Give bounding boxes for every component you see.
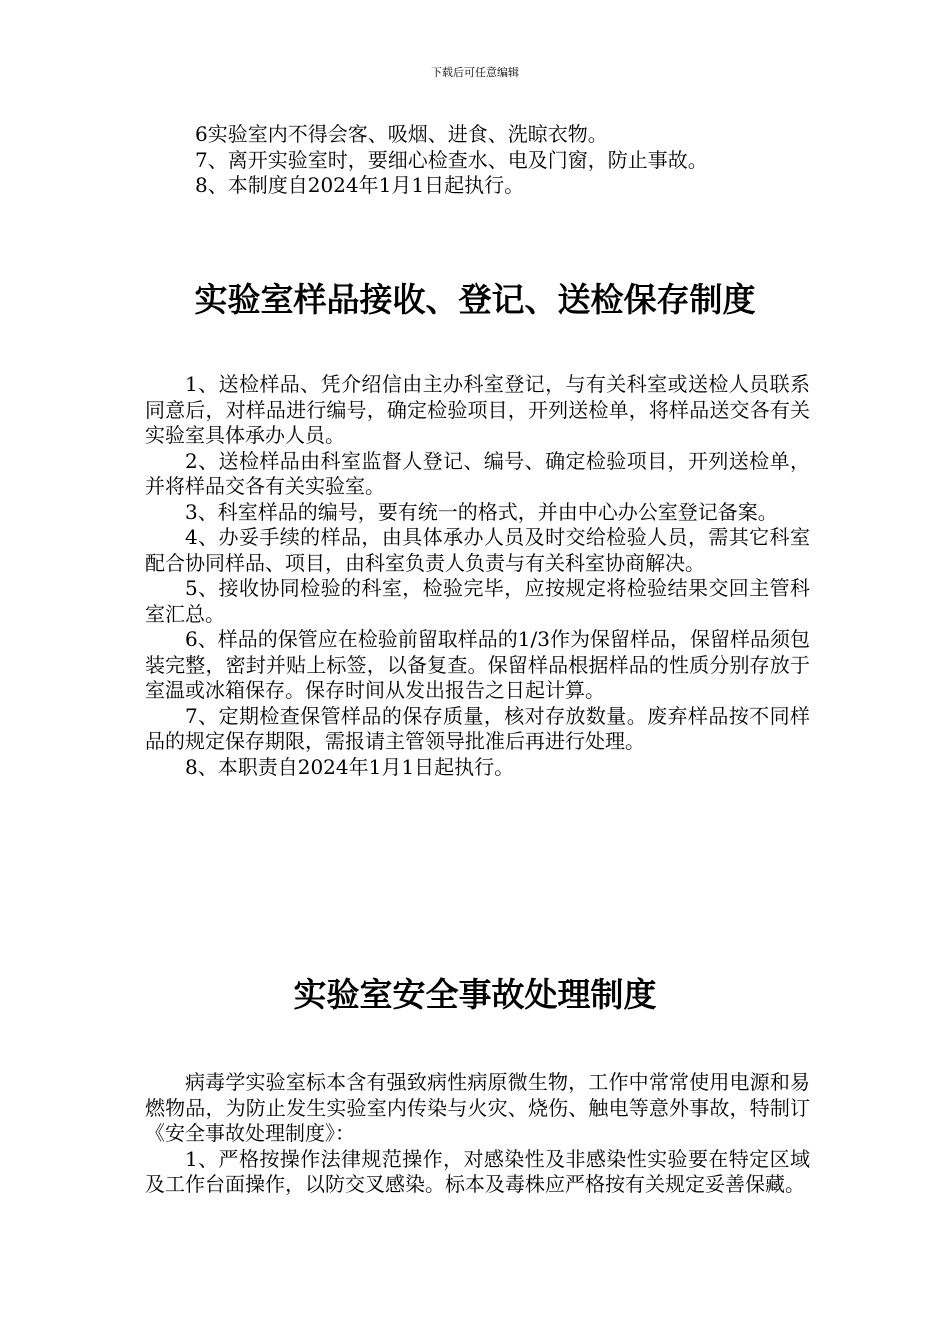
section-title-samples: 实验室样品接收、登记、送检保存制度 [194, 280, 756, 319]
rule-paragraph: 1、严格按操作法律规范操作，对感染性及非感染性实验要在特定区域及工作台面操作，以防交叉感染。标本及毒株应严格按有关规定妥善保藏。 [145, 1146, 810, 1196]
safety-rules [145, 1070, 810, 1198]
section-title-safety: 实验室安全事故处理制度 [293, 975, 657, 1014]
continued-rules [145, 122, 810, 199]
rule-paragraph: 6、样品的保管应在检验前留取样品的1/3作为保留样品，保留样品须包装完整，密封并贴上标签，以备复查。保留样品根据样品的性质分别存放于室温或冰箱保存。保存时间从发出报告之日起计算。 [145, 627, 810, 702]
samples-rules [145, 372, 810, 780]
rule-paragraph: 2、送检样品由科室监督人登记、编号、确定检验项目，开列送检单，并将样品交各有关实验室。 [145, 448, 810, 498]
rule-paragraph: 7、离开实验室时，要细心检查水、电及门窗，防止事故。 [195, 147, 708, 172]
rule-paragraph: 8、本职责自2024年1月1日起执行。 [185, 754, 515, 779]
rule-paragraph: 4、办妥手续的样品，由具体承办人员及时交给检验人员，需其它科室配合协同样品、项目，由科室负责人负责与有关科室协商解决。 [145, 525, 810, 575]
rule-paragraph: 5、接收协同检验的科室，检验完毕，应按规定将检验结果交回主管科室汇总。 [145, 576, 810, 626]
rule-paragraph: 3、科室样品的编号，要有统一的格式，并由中心办公室登记备案。 [185, 499, 778, 524]
rule-paragraph: 1、送检样品、凭介绍信由主办科室登记，与有关科室或送检人员联系同意后，对样品进行编号，确定检验项目，开列送检单，将样品送交各有关实验室具体承办人员。 [145, 372, 810, 447]
rule-paragraph: 8、本制度自2024年1月1日起执行。 [195, 173, 525, 197]
download-note: 下载后可任意编辑 [431, 66, 519, 79]
rule-paragraph: 6实验室内不得会客、吸烟、进食、洗晾衣物。 [195, 122, 608, 146]
rule-paragraph: 病毒学实验室标本含有强致病性病原微生物，工作中常常使用电源和易燃物品，为防止发生实验室内传染与火灾、烧伤、触电等意外事故，特制订《安全事故处理制度》： [145, 1070, 810, 1145]
rule-paragraph: 7、定期检查保管样品的保存质量，核对存放数量。废弃样品按不同样品的规定保存期限，需报请主管领导批准后再进行处理。 [145, 703, 810, 753]
